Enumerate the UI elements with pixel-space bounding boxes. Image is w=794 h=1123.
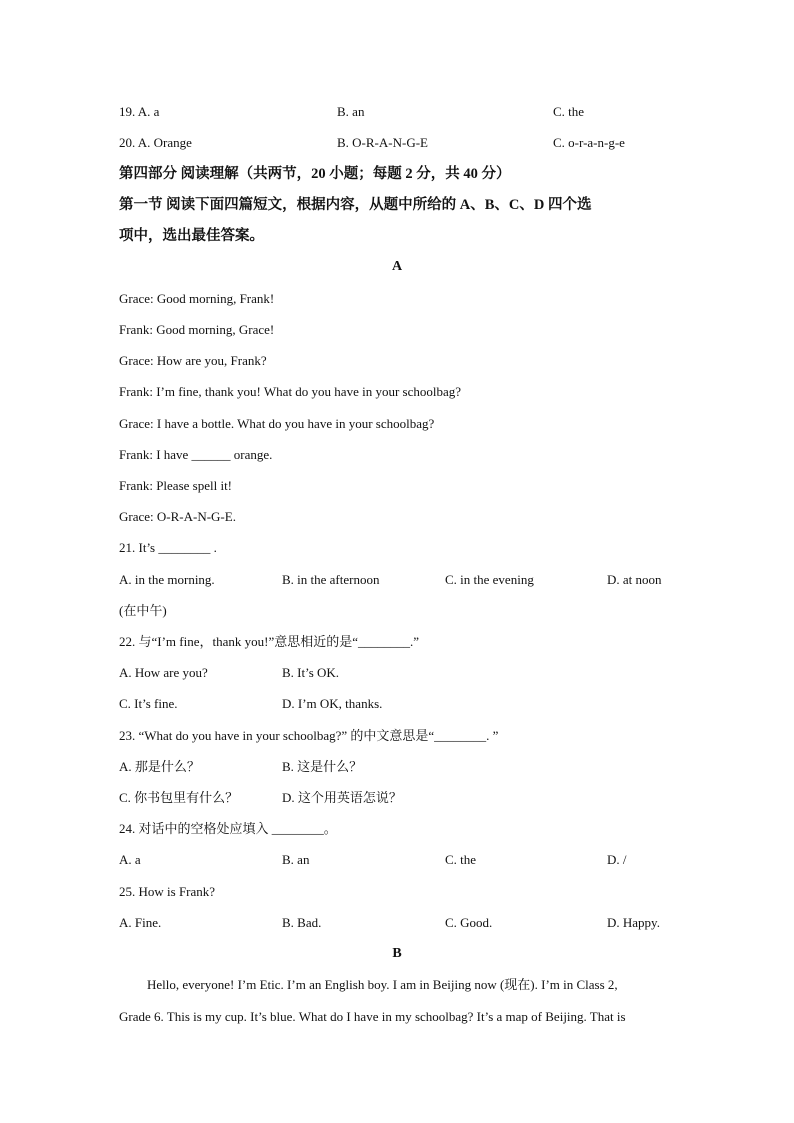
q21-option-d: D. at noon	[607, 572, 662, 587]
q21-option-c: C. in the evening	[445, 572, 534, 587]
q22-option-d: D. I’m OK, thanks.	[282, 696, 383, 711]
q20-option-b: B. O-R-A-N-G-E	[337, 135, 428, 150]
q21-option-a: A. in the morning.	[119, 572, 215, 587]
q23-option-a: A. 那是什么？	[119, 759, 200, 774]
q25-option-a: A. Fine.	[119, 915, 162, 930]
q19-option-b: B. an	[337, 104, 365, 119]
q19-option-c: C. the	[553, 104, 585, 119]
q20-option-c: C. o-r-a-n-g-e	[553, 135, 625, 150]
q25-option-d: D. Happy.	[607, 915, 660, 930]
q25-stem: 25. How is Frank?	[119, 884, 216, 899]
q25-option-b: B. Bad.	[282, 915, 322, 930]
section1-instructions-line2: 项中，选出最佳答案。	[119, 228, 264, 244]
q24-option-d: D. /	[607, 852, 627, 867]
q21-stem: 21. It’s ________ .	[119, 540, 217, 555]
q23-option-d: D. 这个用英语怎说？	[282, 790, 402, 805]
section1-instructions-line1: 第一节 阅读下面四篇短文，根据内容，从题中所给的 A、B、C、D 四个选	[119, 197, 592, 213]
q24-option-b: B. an	[282, 852, 310, 867]
passage-b-line-1: Hello, everyone! I’m Etic. I’m an English boy. I am in Beijing now (现在). I’m in Class 2,	[147, 977, 618, 992]
q20-option-a: 20. A. Orange	[119, 135, 192, 150]
dialogue-line: Frank: I have ______ orange.	[119, 447, 273, 462]
dialogue-line: Frank: I’m fine, thank you! What do you have in your schoolbag?	[119, 384, 462, 399]
q22-option-c: C. It’s fine.	[119, 696, 178, 711]
dialogue-line: Grace: O-R-A-N-G-E.	[119, 509, 236, 524]
q21-option-d-gloss: (在中午)	[119, 603, 167, 618]
q23-option-c: C. 你书包里有什么？	[119, 790, 239, 805]
dialogue-line: Grace: I have a bottle. What do you have in your schoolbag?	[119, 416, 435, 431]
q24-option-c: C. the	[445, 852, 477, 867]
q24-option-a: A. a	[119, 852, 141, 867]
q22-option-a: A. How are you?	[119, 665, 208, 680]
q22-option-b: B. It’s OK.	[282, 665, 340, 680]
passage-a-title: A	[391, 259, 403, 274]
passage-b-title: B	[392, 946, 402, 961]
dialogue-line: Grace: Good morning, Frank!	[119, 291, 275, 306]
q23-stem: 23. “What do you have in your schoolbag?” 的中文意思是“________. ”	[119, 728, 499, 743]
q25-option-c: C. Good.	[445, 915, 493, 930]
q22-stem: 22. 与“I’m fine，thank you!”意思相近的是“________.”	[119, 634, 420, 649]
dialogue-line: Frank: Good morning, Grace!	[119, 322, 275, 337]
dialogue-line: Grace: How are you, Frank?	[119, 353, 267, 368]
q21-option-b: B. in the afternoon	[282, 572, 380, 587]
q23-option-b: B. 这是什么？	[282, 759, 363, 774]
q19-option-a: 19. A. a	[119, 104, 160, 119]
q24-stem: 24. 对话中的空格处应填入 ________。	[119, 821, 337, 836]
part4-heading: 第四部分 阅读理解（共两节，20 小题；每题 2 分，共 40 分）	[119, 166, 511, 182]
dialogue-line: Frank: Please spell it!	[119, 478, 233, 493]
passage-b-line-2: Grade 6. This is my cup. It’s blue. What do I have in my schoolbag? It’s a map of Beijing. That is	[119, 1009, 626, 1024]
